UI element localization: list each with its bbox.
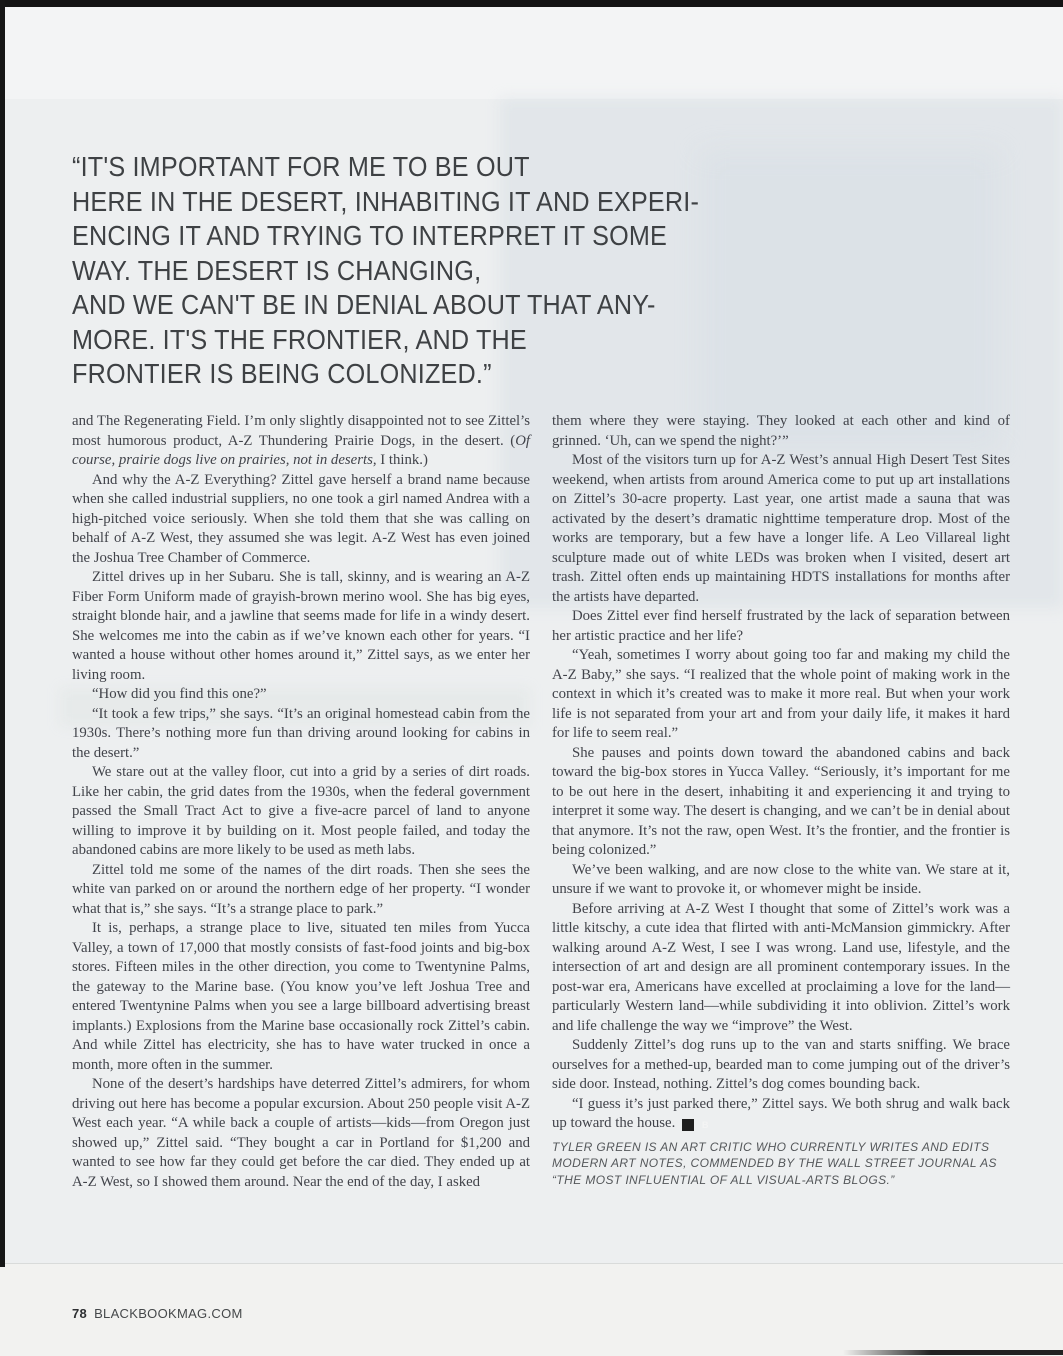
body-text: Before arriving at A-Z West I thought that some of Zittel’s work was a little kitschy, a cute idea that flirted with anti-McMansion gimmickry. After walking around A-Z West, I see I was wrong. Land use, lifestyle, and the intersection of art and design are all prominent contemporary issues. In the post-war era, Americans have excelled at proclaiming a love for the land—particularly Western land—while subdividing it into oblivion. Zittel’s work and life challenge the way we “improve” the West. [552,900,1010,1034]
body-text: them where they were staying. They looked at each other and kind of grinned. ‘Uh, can we spend the night?’” [552,413,1010,449]
article-column-left [72,412,530,1192]
article-paragraph [552,451,1010,607]
pull-quote [72,150,738,392]
article-body [72,412,1010,1192]
article-end-mark: B [682,1119,694,1131]
pull-quote-line: WAY. THE DESERT IS CHANGING, [72,254,482,286]
body-text: Most of the visitors turn up for A-Z West’s annual High Desert Test Sites weekend, when artists from around America come to put up art installations on Zittel’s 30-acre property. Last year, one artist made a sauna that was activated by the desert’s dramatic nighttime temperature drop. Most of the works are temporary, but a few have a longer life. A Leo Villareal light sculpture made out of white LEDs was broken when I visited, desert art trash. Zittel often ends up maintaining HDTS installations for months after the artists have departed. [552,452,1010,605]
article-paragraph [72,763,530,861]
pull-quote-line: “IT'S IMPORTANT FOR ME TO BE OUT [72,151,530,182]
scan-edge-top [0,0,1063,7]
page-footer [72,1306,243,1321]
article-column-right [552,412,1010,1192]
body-text: We’ve been walking, and are now close to the white van. We stare at it, unsure if we want to provoke it, or whomever might be inside. [552,861,1010,897]
body-text: “Yeah, sometimes I worry about going too far and making my child the A-Z Baby,” she says. “I realized that the whole point of making work in the context in which it’s created was to make it more real. But when your work life is not separated from your art and from your daily life, it makes it hard for life to seem real.” [552,647,1010,741]
article-paragraph [72,685,530,705]
body-text: Zittel told me some of the names of the dirt roads. Then she sees the white van parked on or around the northern edge of her property. “I wonder what that is,” she says. “It’s a strange place to park.” [72,861,530,917]
body-text: , I think.) [372,452,428,468]
pull-quote-line: ENCING IT AND TRYING TO INTERPRET IT SOME [72,220,668,251]
body-text: It is, perhaps, a strange place to live, situated ten miles from Yucca Valley, a town of 17,000 that mostly consists of fast-food joints and big-box stores. Fifteen miles in the other direction, you come to Twentynine Palms, the gateway to the Marine base. (You know you’ve left Joshua Tree and entered Twentynine Palms when you see a large billboard advertising breast implants.) Explosions from the Marine base occasionally rock Zittel’s cabin. And while Zittel has electricity, she has to have water trucked in once a month, more often in the summer. [72,920,530,1073]
article-paragraph [552,646,1010,744]
pagebleed-ghost-block [700,150,1000,450]
article-paragraph [72,705,530,764]
body-text: And why the A-Z Everything? Zittel gave herself a brand name because when she called industrial suppliers, no one took a girl named Andrea with a high-pitched voice seriously. When she told them that she was calling on behalf of A-Z West, they assumed she was legit. A-Z West has even joined the Joshua Tree Chamber of Commerce. [72,471,530,566]
pull-quote-line: MORE. IT'S THE FRONTIER, AND THE [72,323,527,355]
article-paragraph [72,861,530,920]
article-paragraph [72,919,530,1075]
pull-quote-line: AND WE CAN'T BE IN DENIAL ABOUT THAT ANY- [72,289,656,320]
article-paragraph [552,607,1010,646]
article-paragraph [552,1036,1010,1095]
body-text: None of the desert’s hardships have deterred Zittel’s admirers, for whom driving out here has become a popular excursion. About 250 people visit A-Z West each year. “A while back a couple of artists—kids—from Oregon just showed up,” Zittel said. “They bought a car in Portland for $1,200 and wanted to see how far they could get before the car died. They ended up at A-Z West, so I showed them around. Near the end of the day, I asked [72,1076,530,1190]
body-text: Does Zittel ever find herself frustrated by the lack of separation between her artistic practice and her life? [552,608,1010,644]
body-text: “How did you find this one?” [91,686,267,702]
article-paragraph [552,744,1010,861]
body-text: “I guess it’s just parked there,” Zittel says. We both shrug and walk back up toward the house. [552,1095,1010,1131]
article-paragraph [72,568,530,685]
article-paragraph [552,900,1010,1037]
page-number: 78 [72,1306,88,1321]
article-paragraph [552,861,1010,900]
paper-highlight-band [5,7,1063,99]
body-text: Zittel drives up in her Subaru. She is tall, skinny, and is wearing an A-Z Fiber Form Uniform made of grayish-brown merino wool. She has big eyes, straight blonde hair, and a jawline that seems made for life in a windy desert. She welcomes me into the cabin as if we’ve known each other for years. “I wanted a house without other homes around it,” Zittel says, as we enter her living room. [72,569,530,683]
article-paragraph [72,412,530,471]
body-text: Suddenly Zittel’s dog runs up to the van and starts sniffing. We brace ourselves for a methed-up, bearded man to come jumping out of the driver’s side door. Instead, nothing. Zittel’s dog comes bounding back. [552,1037,1010,1092]
scan-edge-bottom-right [843,1350,1063,1355]
pull-quote-line: FRONTIER IS BEING COLONIZED.” [72,358,492,389]
body-text: “It took a few trips,” she says. “It’s an original homestead cabin from the 1930s. There’s nothing more fun than driving around looking for cabins in the desert.” [72,705,530,761]
body-text: We stare out at the valley floor, cut into a grid by a series of dirt roads. Like her cabin, the grid dates from the 1930s, when the federal government passed the Small Tract Act to give a five-acre parcel of land to anyone willing to improve it by building on it. Most people failed, and today the abandoned cabins are more likely to be used as meth labs. [72,764,530,858]
pull-quote-line: HERE IN THE DESERT, INHABITING IT AND EXPERI- [72,185,700,217]
article-paragraph [552,1095,1010,1134]
article-paragraph [552,412,1010,451]
author-bio: TYLER GREEN IS AN ART CRITIC WHO CURRENTLY WRITES AND EDITS MODERN ART NOTES, COMMENDED BY THE WALL STREET JOURNAL AS “THE MOST INFLUENTIAL OF ALL VISUAL-ARTS BLOGS.” [552,1139,997,1187]
italic-text: Of course, prairie dogs live on prairies, not in deserts [72,432,530,468]
body-text: and The Regenerating Field. I’m only slightly disappointed not to see Zittel’s most humorous product, A-Z Thundering Prairie Dogs, in the desert. ( [72,413,530,449]
article-paragraph [72,1075,530,1192]
scan-edge-left [0,0,5,1267]
body-text: She pauses and points down toward the abandoned cabins and back toward the big-box stores in Yucca Valley. “Seriously, it’s important for me to be out here in the desert, inhabiting it and experiencing it and trying to interpret it some way. The desert is changing, and we can’t be in denial about that anymore. It’s not the raw, open West. It’s the frontier, and the frontier is being colonized.” [552,744,1010,858]
article-paragraph [72,471,530,569]
footer-site-label: BLACKBOOKMAG.COM [94,1306,243,1321]
